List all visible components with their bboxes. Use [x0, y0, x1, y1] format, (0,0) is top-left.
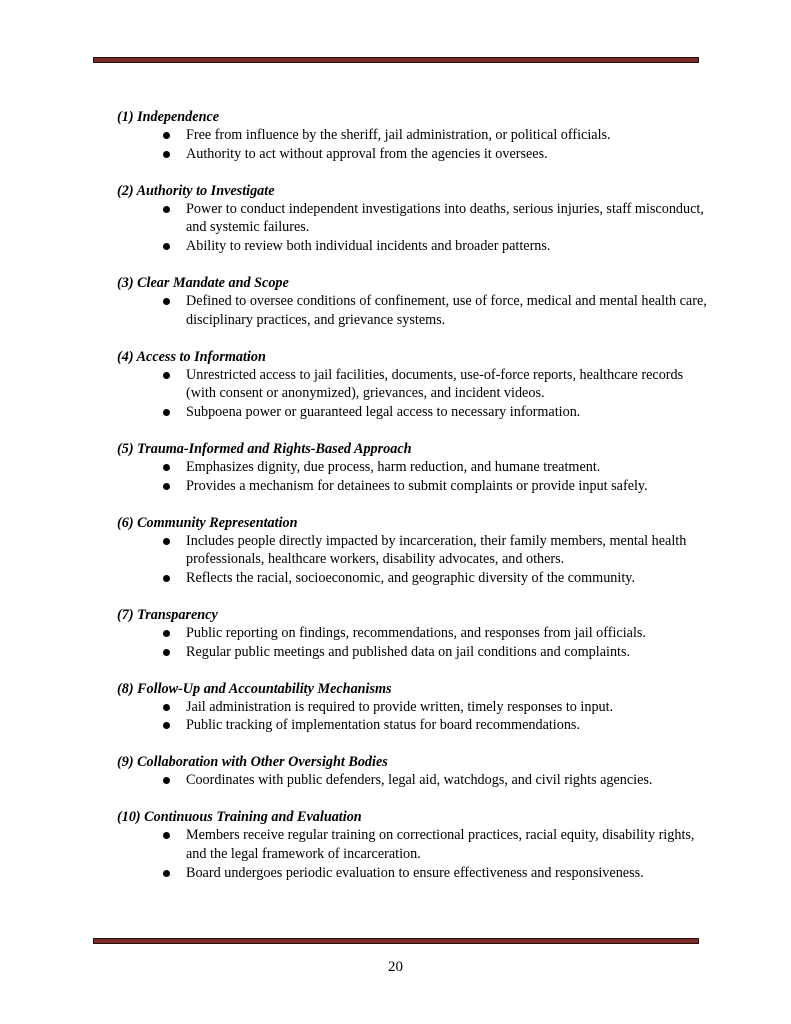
bullet-list [117, 458, 707, 496]
section-7 [117, 606, 707, 662]
bullet-dot-icon [163, 777, 170, 784]
section-heading: (2) Authority to Investigate [117, 182, 275, 199]
section-heading: (4) Access to Information [117, 348, 266, 365]
bullet-dot-icon [163, 832, 170, 839]
bullet-item [117, 864, 707, 883]
bullet-item [117, 292, 707, 330]
bullet-text: Board undergoes periodic evaluation to ensure effectiveness and responsiveness. [186, 864, 644, 881]
bullet-text: Public reporting on findings, recommendations, and responses from jail officials. [186, 624, 646, 641]
footer-rule [93, 938, 699, 944]
bullet-item [117, 237, 707, 256]
bullet-item [117, 145, 707, 164]
content-area [117, 108, 707, 900]
bullet-list [117, 771, 707, 790]
bullet-item [117, 771, 707, 790]
section-8 [117, 680, 707, 736]
bullet-text: Coordinates with public defenders, legal aid, watchdogs, and civil rights agencies. [186, 772, 653, 789]
bullet-item [117, 366, 707, 404]
bullet-dot-icon [163, 464, 170, 471]
bullet-text: Regular public meetings and published data on jail conditions and complaints. [186, 643, 631, 660]
bullet-dot-icon [163, 704, 170, 711]
bullet-list [117, 698, 707, 736]
section-heading: (8) Follow-Up and Accountability Mechanisms [117, 680, 392, 697]
bullet-dot-icon [163, 538, 170, 545]
bullet-dot-icon [163, 243, 170, 250]
section-1 [117, 108, 707, 164]
bullet-dot-icon [163, 575, 170, 582]
bullet-list [117, 826, 707, 882]
bullet-list [117, 292, 707, 330]
bullet-item [117, 200, 707, 238]
bullet-text: Provides a mechanism for detainees to submit complaints or provide input safely. [186, 477, 648, 494]
bullet-list [117, 200, 707, 256]
section-9 [117, 753, 707, 790]
bullet-dot-icon [163, 151, 170, 158]
bullet-item [117, 458, 707, 477]
bullet-text: Authority to act without approval from the agencies it oversees. [186, 145, 548, 162]
bullet-text: Free from influence by the sheriff, jail administration, or political officials. [186, 127, 611, 143]
bullet-text: Unrestricted access to jail facilities, documents, use-of-force reports, healthcare records (with consent or anonymized), grievances, and incident videos. [186, 366, 684, 402]
bullet-item [117, 477, 707, 496]
bullet-list [117, 532, 707, 588]
bullet-item [117, 643, 707, 662]
section-5 [117, 440, 707, 496]
bullet-text: Ability to review both individual incidents and broader patterns. [186, 238, 551, 255]
bullet-dot-icon [163, 372, 170, 379]
bullet-item [117, 569, 707, 588]
bullet-item [117, 826, 707, 864]
section-heading: (3) Clear Mandate and Scope [117, 274, 289, 291]
section-heading: (10) Continuous Training and Evaluation [117, 808, 362, 825]
bullet-text: Jail administration is required to provide written, timely responses to input. [186, 698, 614, 715]
bullet-item [117, 698, 707, 717]
section-heading: (6) Community Representation [117, 514, 298, 531]
bullet-list [117, 624, 707, 662]
bullet-list [117, 366, 707, 422]
bullet-item [117, 716, 707, 735]
bullet-text: Subpoena power or guaranteed legal access to necessary information. [186, 404, 581, 421]
bullet-dot-icon [163, 132, 170, 139]
bullet-text: Public tracking of implementation status for board recommendations. [186, 717, 581, 734]
bullet-item [117, 126, 707, 145]
header-rule [93, 57, 699, 63]
bullet-dot-icon [163, 870, 170, 877]
bullet-text: Includes people directly impacted by incarceration, their family members, mental health professionals, healthcare workers, disability advocates, and others. [186, 532, 687, 568]
bullet-text: Power to conduct independent investigations into deaths, serious injuries, staff misconduct, and systemic failures. [186, 200, 704, 236]
bullet-dot-icon [163, 630, 170, 637]
section-3 [117, 274, 707, 330]
bullet-dot-icon [163, 298, 170, 305]
section-10 [117, 808, 707, 882]
bullet-text: Reflects the racial, socioeconomic, and geographic diversity of the community. [186, 570, 635, 587]
bullet-item [117, 532, 707, 570]
bullet-dot-icon [163, 649, 170, 656]
section-2 [117, 182, 707, 256]
section-6 [117, 514, 707, 588]
section-heading: (7) Transparency [117, 606, 218, 623]
bullet-text: Members receive regular training on correctional practices, racial equity, disability rights, and the legal framework of incarceration. [186, 826, 695, 862]
bullet-text: Emphasizes dignity, due process, harm reduction, and humane treatment. [186, 458, 601, 475]
bullet-item [117, 624, 707, 643]
page-number: 20 [388, 959, 403, 975]
section-heading: (9) Collaboration with Other Oversight Bodies [117, 754, 388, 771]
section-heading: (5) Trauma-Informed and Rights-Based Approach [117, 440, 412, 457]
bullet-text: Defined to oversee conditions of confinement, use of force, medical and mental health care, disciplinary practices, and grievance systems. [186, 292, 707, 328]
section-heading: (1) Independence [117, 109, 220, 125]
bullet-dot-icon [163, 722, 170, 729]
bullet-item [117, 403, 707, 422]
bullet-list [117, 126, 707, 164]
bullet-dot-icon [163, 206, 170, 213]
bullet-dot-icon [163, 483, 170, 490]
section-4 [117, 348, 707, 422]
bullet-dot-icon [163, 409, 170, 416]
